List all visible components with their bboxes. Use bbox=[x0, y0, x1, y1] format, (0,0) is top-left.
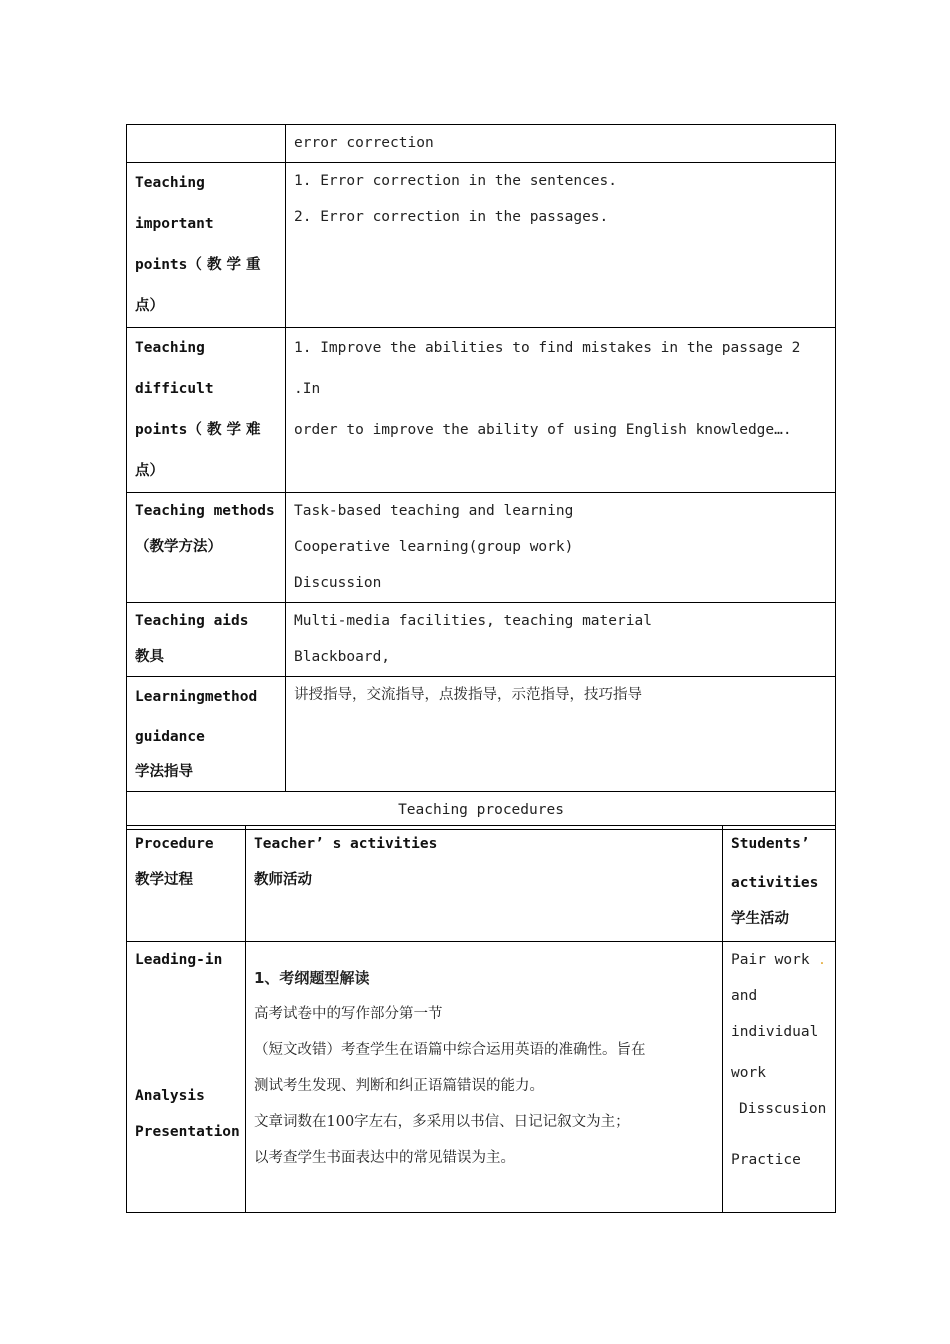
difficult-points-label: Teaching difficult points（ 教 学 难 点） bbox=[127, 328, 286, 493]
activity-line: （短文改错）考查学生在语篇中综合运用英语的准确性。旨在 bbox=[254, 1042, 646, 1058]
method-item: Cooperative learning(group work) bbox=[294, 539, 574, 555]
row-important-points bbox=[127, 163, 836, 328]
stage-cell bbox=[127, 942, 246, 1213]
student-activity: work bbox=[731, 1065, 766, 1081]
difficult-point-line1: 1. Improve the abilities to find mistakes in the passage 2 .In bbox=[294, 340, 801, 397]
row-procedures-title bbox=[127, 792, 836, 830]
students-activities-header: Students’ activities 学生活动 bbox=[723, 826, 836, 942]
section-heading: 1、考纲题型解读 bbox=[254, 969, 370, 987]
student-activity: Practice bbox=[731, 1152, 801, 1168]
method-item: Discussion bbox=[294, 575, 382, 591]
teaching-methods-label: Teaching methods （教学方法） bbox=[127, 493, 286, 603]
marker-dot: . bbox=[818, 953, 826, 967]
topic-cell: error correction bbox=[286, 125, 836, 163]
method-item: Task-based teaching and learning bbox=[294, 503, 574, 519]
teaching-aids-label: Teaching aids 教具 bbox=[127, 603, 286, 677]
teaching-methods-content bbox=[286, 493, 836, 603]
row-error-correction bbox=[127, 125, 836, 163]
teaching-procedures-title: Teaching procedures bbox=[127, 792, 836, 830]
procedure-header: Procedure 教学过程 bbox=[127, 826, 246, 942]
important-point-item: 2. Error correction in the passages. bbox=[294, 209, 609, 225]
student-activity: Pair work bbox=[731, 952, 810, 968]
teaching-aids-content bbox=[286, 603, 836, 677]
lesson-info-table bbox=[126, 124, 836, 830]
stage-presentation: Presentation bbox=[135, 1124, 240, 1140]
difficult-points-content bbox=[286, 328, 836, 493]
important-points-label: Teaching important points（ 教 学 重 点） bbox=[127, 163, 286, 328]
activity-line: 测试考生发现、判断和纠正语篇错误的能力。 bbox=[254, 1078, 544, 1094]
stage-leading-in: Leading-in bbox=[135, 952, 223, 968]
student-activity: Disscusion bbox=[739, 1101, 827, 1117]
student-activity: individual bbox=[731, 1024, 819, 1040]
procedure-header-row bbox=[127, 826, 836, 942]
aid-item: Multi-media facilities, teaching material bbox=[294, 613, 652, 629]
row-teaching-methods bbox=[127, 493, 836, 603]
row-learning-method bbox=[127, 677, 836, 792]
leading-in-row bbox=[127, 942, 836, 1213]
important-point-item: 1. Error correction in the sentences. bbox=[294, 173, 618, 189]
activity-line: 文章词数在100字左右，多采用以书信、日记记叙文为主； bbox=[254, 1114, 630, 1130]
stage-analysis: Analysis bbox=[135, 1088, 205, 1104]
student-activity: and bbox=[731, 988, 758, 1004]
row-difficult-points bbox=[127, 328, 836, 493]
difficult-point-line2: order to improve the ability of using English knowledge…. bbox=[294, 422, 792, 438]
aid-item: Blackboard, bbox=[294, 649, 391, 665]
learning-method-label: Learningmethod guidance 学法指导 bbox=[127, 677, 286, 792]
activity-line: 以考查学生书面表达中的常见错误为主。 bbox=[254, 1150, 515, 1166]
teacher-activity-content bbox=[246, 942, 723, 1213]
row-teaching-aids bbox=[127, 603, 836, 677]
student-activity-content bbox=[723, 942, 836, 1213]
important-points-content bbox=[286, 163, 836, 328]
activity-line: 高考试卷中的写作部分第一节 bbox=[254, 1006, 443, 1022]
empty-label-cell bbox=[127, 125, 286, 163]
teacher-activities-header: Teacher’ s activities 教师活动 bbox=[246, 826, 723, 942]
learning-method-content: 讲授指导，交流指导，点拨指导，示范指导，技巧指导 bbox=[286, 677, 836, 792]
procedure-table bbox=[126, 825, 836, 1213]
